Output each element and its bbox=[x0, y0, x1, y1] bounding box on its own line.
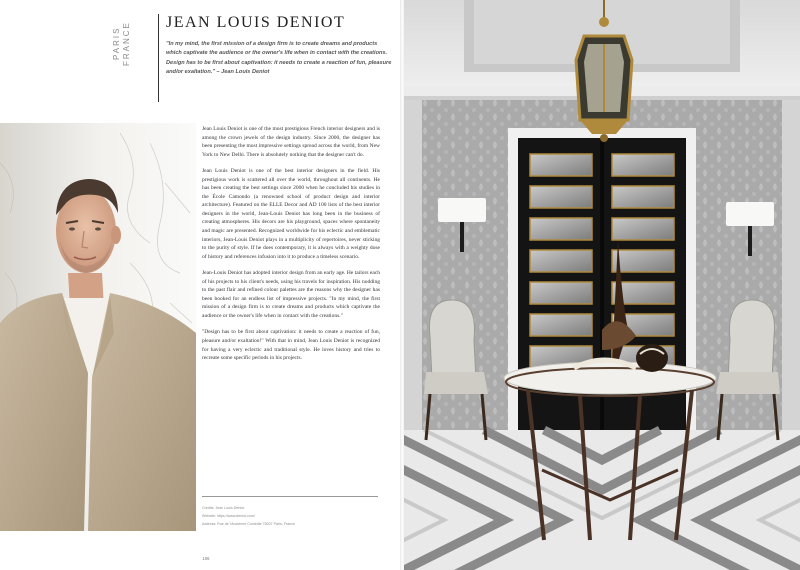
location-label bbox=[112, 16, 152, 76]
paragraph: Jean Louis Deniot is one of the best interior designers in the field. His prestigious work is scattered all over the world, throughout all continents. He has been creating the best settings since 2000 when he concluded his studies in the École Camondo (a renowned school of product design and interior architecture). Featured on the ELLE Decor and AD 100 lists of the best interior designers in the world, Jean-Louis Deniot has long been in the business of creating atmospheres. His decors are his playground, spaces where spontaneity and magic are presented. Recognized worldwide for his eclectic and emblematic interiors, Jean-Louis Deniot plays in a multiplicity of repertoires, never sticking to the purity of style. If he does contemporary, it is always with a weighty dose of history and references infusion into it to produce a timeless scenario. bbox=[202, 168, 380, 260]
paragraph: "Design has to be first about captivation: it needs to create a reaction of fun, pleasure and/or exaltation!" With that in mind, Jean Louis Deniot is recognized for having a very eclectic and traditional style. He loves history and tries to recreate some specific periods in his projects. bbox=[202, 329, 380, 362]
article-body bbox=[202, 125, 380, 371]
pull-quote: "In my mind, the first mission of a design firm is to create dreams and products which captivate the audience or the owner's life when in contact with the creations. Design has to be first about captivation: it needs to create a reaction of fun, pleasure and/or exaltation." – Jean Louis Deniot bbox=[166, 41, 392, 76]
paragraph: Jean Louis Deniot is one of the most prestigious French interior designers and is among the crown jewels of the design industry. Since 2000, the designer has been presenting the most impressive settings spread across the world, from New York to New Delhi. There is absolutely nothing that the designer can't do. bbox=[202, 126, 380, 158]
page-number: 106 bbox=[202, 556, 210, 561]
interior-photo bbox=[404, 0, 800, 570]
paragraph: Jean-Louis Deniot has adopted interior design from an early age. He tailors each of his projects to his client's needs, using his travels for inspiration. His nodding to the past flair and refined colour palettes are the reasons why the designer has been booked for an endless list of impressive projects. "In my mind, the first mission of a design firm is to create dreams and products which captivate the audience or the owner's life when in contact with the creations." bbox=[202, 270, 380, 319]
location-city: PARIS bbox=[112, 26, 121, 60]
portrait-photo bbox=[0, 123, 196, 531]
article-title: JEAN LOUIS DENIOT bbox=[166, 14, 346, 31]
credits-divider bbox=[202, 496, 378, 497]
location-country: FRANCE bbox=[122, 21, 131, 66]
credit-line: Address: Rue de l'Ancienne Comédie 75007 Paris, France bbox=[202, 521, 295, 526]
header-divider bbox=[158, 14, 159, 102]
credit-line: Website: https://www.deniot.com/ bbox=[202, 513, 255, 518]
credits-block bbox=[202, 505, 382, 528]
credit-line: Credits: Jean Louis Deniot bbox=[202, 506, 245, 510]
